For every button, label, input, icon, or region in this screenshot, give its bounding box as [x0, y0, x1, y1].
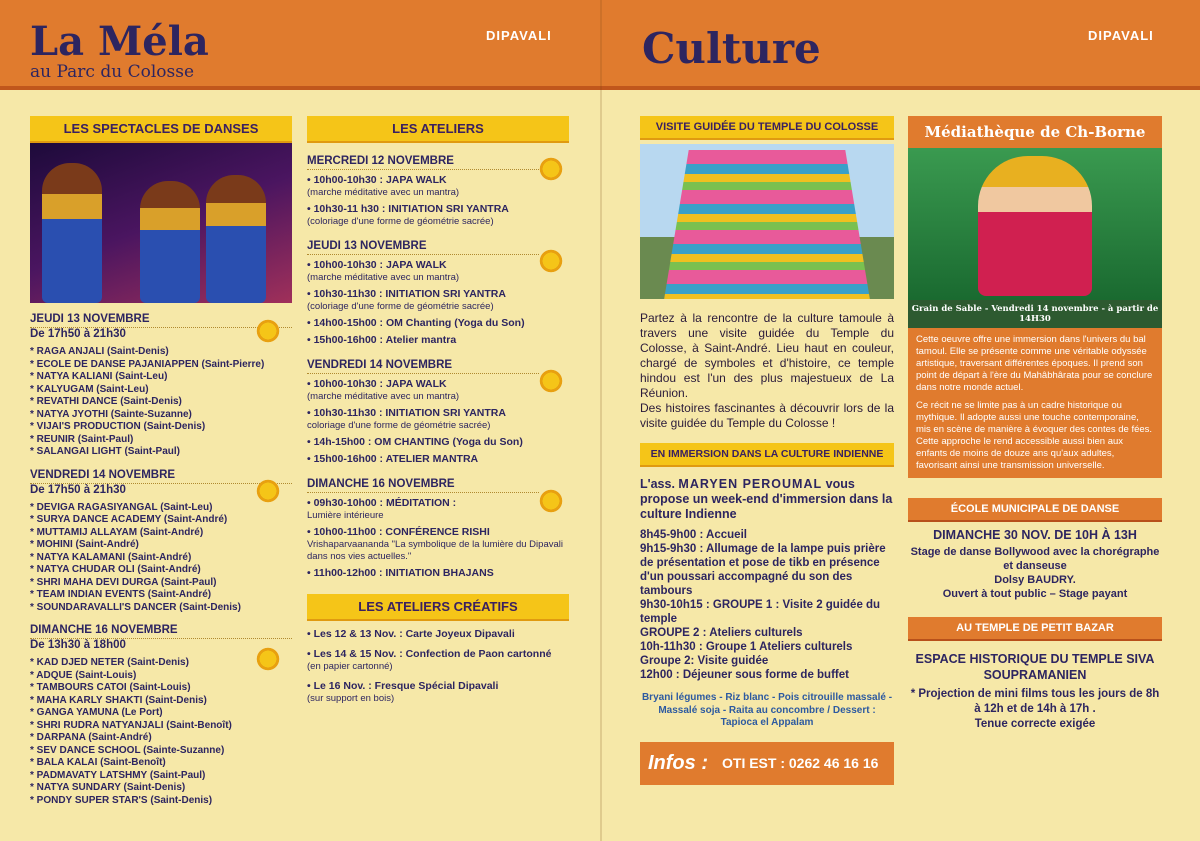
- dance-group-item: * NATYA KALIANI (Saint-Leu): [30, 371, 168, 382]
- immersion-schedule: [640, 528, 894, 682]
- schedule-line: 12h00 : Déjeuner sous forme de buffet: [640, 669, 849, 681]
- dance-day-time: De 17h50 à 21h30: [30, 328, 126, 340]
- schedule-line: GROUPE 2 : Ateliers culturels: [640, 627, 803, 639]
- atelier-entry: [307, 316, 569, 330]
- atelier-day-title: JEUDI 13 NOVEMBRE: [307, 238, 539, 255]
- atelier-entry-note: (coloriage d'une forme de géométrie sacrée): [307, 301, 494, 312]
- creatif-entry-note: (en papier cartonné): [307, 661, 393, 672]
- sun-icon: [255, 318, 281, 344]
- dance-day-time: De 13h30 à 18h00: [30, 639, 126, 651]
- dance-group-item: * NATYA JYOTHI (Sainte-Suzanne): [30, 408, 192, 420]
- infos-box: [640, 742, 894, 785]
- mediatheque-text-box: [908, 328, 1162, 478]
- dancer-figure: [206, 175, 266, 303]
- ecole-line-2: Dolsy BAUDRY.: [994, 574, 1076, 586]
- creatif-entry: [307, 679, 569, 705]
- atelier-entry: [307, 333, 569, 347]
- creatif-entry: [307, 627, 569, 641]
- schedule-line: 9h30-10h15 : GROUPE 1 : Visite 2 guidée du temple: [640, 599, 881, 625]
- dance-day-title: JEUDI 13 NOVEMBRE: [30, 311, 292, 328]
- immersion-title: EN IMMERSION DANS LA CULTURE INDIENNE: [640, 443, 894, 467]
- atelier-day-block: [307, 357, 569, 466]
- creatif-entry-text: • Les 12 & 13 Nov. : Carte Joyeux Dipavali: [307, 628, 515, 640]
- dipavali-label-left: DIPAVALI: [486, 28, 552, 43]
- atelier-entry: [307, 287, 569, 313]
- atelier-entry: [307, 377, 569, 403]
- atelier-entry-text: • 15h00-16h00 : Atelier mantra: [307, 334, 457, 346]
- dance-group-item: * NATYA KALAMANI (Saint-André): [30, 551, 192, 563]
- atelier-entry-text: • 15h00-16h00 : ATELIER MANTRA: [307, 453, 479, 465]
- atelier-entry: [307, 435, 569, 449]
- creatif-entry-text: • Les 14 & 15 Nov. : Confection de Paon cartonné: [307, 648, 552, 660]
- dance-day-block: [30, 622, 292, 807]
- dance-group-item: * SURYA DANCE ACADEMY (Saint-André): [30, 514, 228, 525]
- dance-day-time: De 17h50 à 21h30: [30, 483, 126, 496]
- dance-group-item: * MUTTAMIJ ALLAYAM (Saint-André): [30, 526, 204, 538]
- dance-group-item: * TAMBOURS CATOI (Saint-Louis): [30, 682, 191, 693]
- dance-group-item: * NATYA SUNDARY (Saint-Denis): [30, 782, 186, 793]
- schedule-line: 9h15-9h30 : Allumage de la lampe puis prière de présentation et pose de tikb en présence d'un poussari accompagné du son des tambours: [640, 543, 886, 597]
- dance-group-item: * GANGA YAMUNA (Le Port): [30, 707, 163, 718]
- visite-paragraph: Partez à la rencontre de la culture tamoule à travers une visite guidée du Temple du Colosse, à Saint-André. Lieu haut en couleur, chargé de symboles et d'histoire, ce temple hindou est l'un des plus majestueux de La Réunion.: [640, 311, 894, 400]
- immersion-intro: [640, 477, 894, 522]
- dipavali-label-right: DIPAVALI: [1088, 28, 1154, 43]
- dance-group-item: * MOHINI (Saint-André): [30, 539, 139, 550]
- dance-group-item: * SHRI MAHA DEVI DURGA (Saint-Paul): [30, 576, 217, 588]
- atelier-entry-note: Vrishaparvaananda "La symbolique de la lumière du Dipavali dans nos vies actuelles.": [307, 539, 563, 562]
- dance-group-item: * ECOLE DE DANSE PAJANIAPPEN (Saint-Pierre): [30, 358, 265, 370]
- dancer-figure: [140, 181, 200, 303]
- atelier-entry-note: (marche méditative avec un mantra): [307, 391, 460, 402]
- sun-icon: [538, 368, 564, 394]
- atelier-days-list: [307, 153, 569, 580]
- atelier-entry-note: (marche méditative avec un mantra): [307, 187, 460, 198]
- schedule-line: 10h-11h30 : Groupe 1 Ateliers culturels: [640, 641, 853, 653]
- dance-group-item: * DEVIGA RAGASIYANGAL (Saint-Leu): [30, 501, 213, 513]
- atelier-entry-text: • 10h00-10h30 : JAPA WALK: [307, 174, 447, 186]
- atelier-entry: [307, 452, 569, 466]
- dance-group-item: * KALYUGAM (Saint-Leu): [30, 383, 149, 395]
- atelier-entry-text: • 11h00-12h00 : INITIATION BHAJANS: [307, 567, 494, 579]
- visite-title: VISITE GUIDÉE DU TEMPLE DU COLOSSE: [640, 116, 894, 140]
- atelier-entry-text: • 10h00-10h30 : JAPA WALK: [307, 259, 447, 271]
- atelier-day-block: [307, 238, 569, 347]
- dances-column: [30, 116, 292, 807]
- atelier-entry-note: (marche méditative avec un mantra): [307, 272, 460, 283]
- atelier-entry-text: • 10h00-10h30 : JAPA WALK: [307, 378, 447, 390]
- dance-group-item: * KAD DJED NETER (Saint-Denis): [30, 657, 189, 668]
- petitbazar-line-1: * Projection de mini films tous les jours de 8h à 12h et de 14h à 17h .: [910, 688, 1160, 715]
- creatif-entry: [307, 647, 569, 673]
- sun-icon: [538, 156, 564, 182]
- atelier-day-title: MERCREDI 12 NOVEMBRE: [307, 153, 539, 170]
- dance-day-block: [30, 467, 292, 615]
- atelier-day-title: VENDREDI 14 NOVEMBRE: [307, 357, 539, 374]
- atelier-entry-text: • 10h00-11h00 : CONFÉRENCE RISHI: [307, 526, 490, 538]
- ateliers-title: LES ATELIERS: [307, 116, 569, 143]
- atelier-entry: [307, 525, 569, 563]
- mediatheque-paragraph-2: Ce récit ne se limite pas à un cadre historique ou mythique. Il adopte aussi une touche contemporaine, mis en scène de manière à évoquer des contes de fées. Cette approche le rend accessible aussi bien aux enfants de moins de douze ans qu'aux adultes, favorisant ainsi une transmission universelle.: [916, 400, 1153, 471]
- mediatheque-caption: Grain de Sable - Vendredi 14 novembre - à partir de 14H30: [908, 300, 1162, 328]
- sun-icon: [538, 488, 564, 514]
- dance-group-item: * MAHA KARLY SHAKTI (Saint-Denis): [30, 694, 207, 706]
- atelier-entry-note: (coloriage d'une forme de géométrie sacrée): [307, 216, 494, 227]
- atelier-day-block: [307, 153, 569, 228]
- dance-day-block: [30, 311, 292, 459]
- dance-group-item: * VIJAI'S PRODUCTION (Saint-Denis): [30, 421, 206, 432]
- petitbazar-heading: ESPACE HISTORIQUE DU TEMPLE SIVA SOUPRAMANIEN: [915, 652, 1155, 682]
- atelier-entry-text: • 10h30-11h30 : INITIATION SRI YANTRA: [307, 407, 506, 419]
- creatif-entry-text: • Le 16 Nov. : Fresque Spécial Dipavali: [307, 680, 499, 692]
- dancers-photo: [30, 143, 292, 303]
- petitbazar-line-2: Tenue correcte exigée: [974, 718, 1096, 730]
- sun-icon: [255, 478, 281, 504]
- atelier-entry-text: • 09h30-10h00 : MÉDITATION :: [307, 497, 457, 509]
- dance-group-item: * SALANGAI LIGHT (Saint-Paul): [30, 446, 180, 457]
- dance-group-item: * REUNIR (Saint-Paul): [30, 433, 134, 445]
- culture-title: Culture: [642, 24, 821, 73]
- mediatheque-column: [908, 116, 1162, 732]
- ecole-title: ÉCOLE MUNICIPALE DE DANSE: [908, 498, 1162, 522]
- schedule-line: Groupe 2: Visite guidée: [640, 655, 769, 667]
- atelier-entry: [307, 258, 569, 284]
- atelier-entry: [307, 566, 569, 580]
- ecole-line-3: Ouvert à tout public – Stage payant: [942, 588, 1128, 600]
- atelier-entry: [307, 202, 569, 228]
- atelier-entry-note: Lumière intérieure: [307, 510, 384, 521]
- atelier-entry-note: coloriage d'une forme de géométrie sacrée): [307, 420, 491, 431]
- petitbazar-title: AU TEMPLE DE PETIT BAZAR: [908, 617, 1162, 641]
- dance-group-item: * SOUNDARAVALLI'S DANCER (Saint-Denis): [30, 601, 241, 613]
- immersion-intro-a: L'ass.: [640, 477, 675, 491]
- immersion-intro-c: vous propose un week-end d'immersion dans la culture Indienne: [640, 477, 893, 521]
- creatifs-list: [307, 627, 569, 705]
- brand-subtitle: au Parc du Colosse: [30, 62, 195, 82]
- dances-title: LES SPECTACLES DE DANSES: [30, 116, 292, 143]
- dance-group-item: * SEV DANCE SCHOOL (Sainte-Suzanne): [30, 744, 225, 756]
- dance-group-item: * PONDY SUPER STAR'S (Saint-Denis): [30, 794, 213, 806]
- dance-group-item: * REVATHI DANCE (Saint-Denis): [30, 396, 182, 407]
- infos-label: Infos :: [648, 751, 708, 774]
- infos-phone: OTI EST : 0262 46 16 16: [722, 755, 879, 771]
- creatifs-title: LES ATELIERS CRÉATIFS: [307, 594, 569, 621]
- dance-group-item: * TEAM INDIAN EVENTS (Saint-André): [30, 589, 212, 600]
- atelier-entry-text: • 10h30-11h30 : INITIATION SRI YANTRA: [307, 288, 506, 300]
- atelier-day-block: [307, 476, 569, 580]
- mediatheque-title: Médiathèque de Ch-Borne: [908, 116, 1162, 148]
- dance-group-item: * SHRI RUDRA NATYANJALI (Saint-Benoît): [30, 719, 232, 731]
- ateliers-column: [307, 116, 569, 705]
- temple-photo: [640, 144, 894, 299]
- atelier-entry: [307, 406, 569, 432]
- dance-day-title: VENDREDI 14 NOVEMBRE: [30, 467, 292, 484]
- mediatheque-paragraph: Cette oeuvre offre une immersion dans l'univers du bal tamoul. Elle se présente comme une véritable odyssée artistique, traversant différentes époques. Il prend son point de départ à l'ère du Mahâbhârata pour se conclure dans notre monde actuel.: [916, 334, 1153, 393]
- sun-icon: [538, 248, 564, 274]
- sun-icon: [255, 646, 281, 672]
- dance-group-item: * NATYA CHUDAR OLI (Saint-André): [30, 564, 201, 575]
- ecole-line-1: Stage de danse Bollywood avec la chorégraphe et danseuse: [910, 546, 1160, 572]
- ecole-date: DIMANCHE 30 NOV. DE 10H À 13H: [933, 528, 1137, 542]
- goddess-figure: [978, 156, 1092, 296]
- dance-group-item: * PADMAVATY LATSHMY (Saint-Paul): [30, 769, 206, 781]
- association-name: MARYEN PEROUMAL: [678, 477, 823, 491]
- visite-column: [640, 116, 894, 785]
- atelier-day-title: DIMANCHE 16 NOVEMBRE: [307, 476, 539, 493]
- dance-group-item: * ADQUE (Saint-Louis): [30, 669, 137, 681]
- dance-day-title: DIMANCHE 16 NOVEMBRE: [30, 622, 292, 639]
- petitbazar-details: [908, 651, 1162, 732]
- atelier-entry: [307, 173, 569, 199]
- dance-group-item: * BALA KALAI (Saint-Benoît): [30, 757, 166, 768]
- visite-paragraph-2: Des histoires fascinantes à découvrir lors de la visite guidée du Temple du Colosse !: [640, 401, 894, 430]
- atelier-entry-text: • 14h-15h00 : OM CHANTING (Yoga du Son): [307, 436, 523, 448]
- page-fold: [600, 0, 602, 841]
- temple-gopuram: [664, 150, 870, 299]
- goddess-image: [908, 148, 1162, 300]
- creatif-entry-note: (sur support en bois): [307, 693, 395, 704]
- ecole-details: [908, 528, 1162, 601]
- dancer-figure: [42, 163, 102, 303]
- dance-group-item: * DARPANA (Saint-André): [30, 732, 152, 743]
- atelier-entry-text: • 10h30-11 h30 : INITIATION SRI YANTRA: [307, 203, 509, 215]
- schedule-line: 8h45-9h00 : Accueil: [640, 529, 747, 541]
- dance-days-list: [30, 311, 292, 807]
- brand-title: La Méla: [30, 18, 209, 65]
- atelier-entry: [307, 496, 569, 522]
- atelier-entry-text: • 14h00-15h00 : OM Chanting (Yoga du Son): [307, 317, 525, 329]
- dance-group-item: * RAGA ANJALI (Saint-Denis): [30, 346, 169, 357]
- menu-text: Bryani légumes - Riz blanc - Pois citrouille massalé - Massalé soja - Raita au concombre / Dessert : Tapioca el Appalam: [641, 692, 893, 728]
